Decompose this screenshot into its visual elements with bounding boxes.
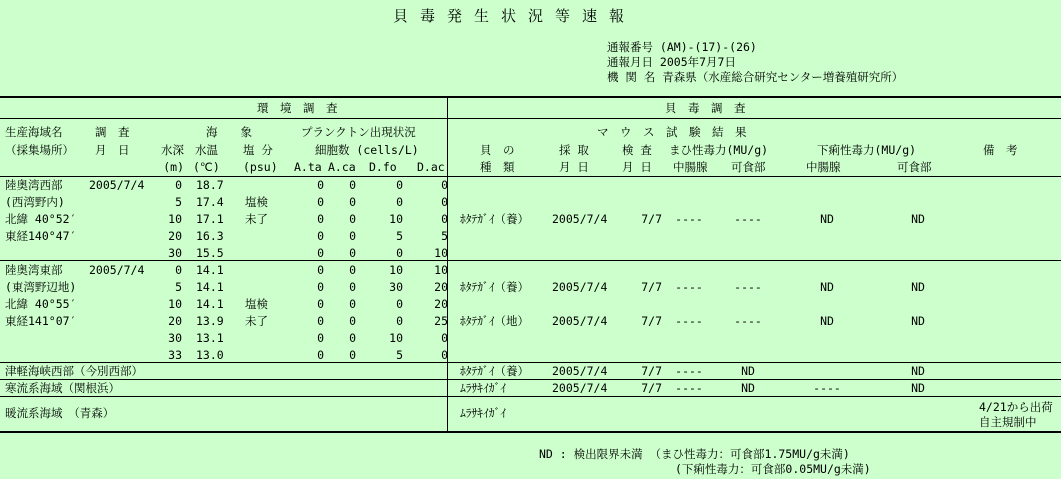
cell-depth: 10 (168, 212, 182, 226)
cell-dac: 5 (441, 229, 448, 243)
header-dsp-gut: 中腸腺 (806, 160, 841, 174)
cell-wt: 13.9 (196, 314, 224, 328)
cell-wt: 17.1 (196, 212, 224, 226)
cell-aca: 0 (349, 178, 356, 192)
header-dac: D.ac (417, 160, 445, 174)
cell-depth: 30 (168, 246, 182, 260)
cell-dfo: 5 (396, 229, 403, 243)
agency: 機 関 名 青森県（水産総合研究センター増養殖研究所） (607, 70, 904, 84)
header-depth-unit: (m) (163, 160, 184, 174)
cell-ata: 0 (317, 314, 324, 328)
cell-pg: ---- (675, 280, 703, 294)
cell-pe: ---- (734, 280, 762, 294)
cell-dfo: 5 (396, 348, 403, 362)
header-remarks: 備 考 (983, 143, 1018, 157)
cell-dfo: 10 (389, 263, 403, 277)
cell-sal: 塩検 (245, 297, 268, 311)
cell-aca: 0 (349, 331, 356, 345)
cell-de: ND (911, 212, 925, 226)
area-cold-current: 寒流系海域（関根浜） (5, 381, 120, 395)
cell-sal: 塩検 (245, 195, 268, 209)
header-ata: A.ta (294, 160, 322, 174)
cell-wt: 15.5 (196, 246, 224, 260)
header-date: 調 査 (95, 125, 130, 139)
cell-depth: 30 (168, 331, 182, 345)
cell-dfo: 10 (389, 212, 403, 226)
exam-date-tsugaru: 7/7 (641, 364, 662, 378)
cell-wt: 14.1 (196, 297, 224, 311)
note-line-1: ND : 検出限界未満 （まひ性毒力：可食部1.75MU/g未満) (539, 447, 850, 461)
cell-aca: 0 (349, 195, 356, 209)
cell-sal: 未了 (245, 314, 268, 328)
cell-edate: 7/7 (641, 280, 662, 294)
note-line-2: (下痢性毒力：可食部0.05MU/g未満) (675, 462, 871, 476)
header-area: 生産海域名 (5, 125, 63, 139)
cell-area: 北緯 40°52′ (5, 212, 77, 226)
cell-ata: 0 (317, 331, 324, 345)
cell-depth: 20 (168, 229, 182, 243)
shellfish-survey-header: 貝 毒 調 査 (665, 101, 746, 115)
cell-pe: ---- (734, 212, 762, 226)
header-mouse-test: マ ウ ス 試 験 結 果 (597, 125, 747, 139)
cell-wt: 13.1 (196, 331, 224, 345)
header-salinity: 塩 分 (243, 143, 273, 157)
cell-depth: 0 (175, 263, 182, 277)
env-survey-header: 環 境 調 査 (257, 101, 338, 115)
cell-date: 2005/7/4 (89, 178, 145, 192)
psp-gut-cold-current: ---- (675, 381, 703, 395)
report-date: 通報月日 2005年7月7日 (607, 55, 736, 69)
cell-aca: 0 (349, 263, 356, 277)
section-header-divider (0, 118, 1061, 119)
cell-wt: 14.1 (196, 280, 224, 294)
cell-depth: 33 (168, 348, 182, 362)
cell-dac: 10 (434, 263, 448, 277)
cell-aca: 0 (349, 314, 356, 328)
remark-line-1: 4/21から出荷 (979, 400, 1053, 414)
cell-dg: ND (820, 212, 834, 226)
cell-dac: 10 (434, 246, 448, 260)
cell-shell: ﾎﾀﾃｶﾞｲ（養） (460, 280, 529, 294)
dsp-edible-tsugaru: ND (911, 364, 925, 378)
cell-dac: 20 (434, 297, 448, 311)
cell-de: ND (911, 280, 925, 294)
cell-sal: 未了 (245, 212, 268, 226)
cell-aca: 0 (349, 297, 356, 311)
cell-edate: 7/7 (641, 314, 662, 328)
cell-aca: 0 (349, 212, 356, 226)
cell-dac: 0 (441, 348, 448, 362)
cell-aca: 0 (349, 246, 356, 260)
header-sample-sub: 月 日 (559, 160, 589, 174)
cell-depth: 0 (175, 178, 182, 192)
cell-sdate: 2005/7/4 (552, 212, 608, 226)
cell-area: 東経140°47′ (5, 229, 77, 243)
cell-sdate: 2005/7/4 (552, 280, 608, 294)
cell-ata: 0 (317, 229, 324, 243)
group-divider-warm (0, 396, 1061, 397)
cell-wt: 16.3 (196, 229, 224, 243)
cell-area: 東経141°07′ (5, 314, 77, 328)
cell-dfo: 0 (396, 178, 403, 192)
header-cells: 細胞数 (cells/L) (315, 143, 419, 157)
cell-depth: 10 (168, 297, 182, 311)
cell-dg: ND (820, 280, 834, 294)
cell-de: ND (911, 314, 925, 328)
header-water-temp: 水温 (195, 143, 218, 157)
cell-wt: 18.7 (196, 178, 224, 192)
cell-ata: 0 (317, 212, 324, 226)
cell-shell: ﾎﾀﾃｶﾞｲ（養） (460, 212, 529, 226)
page-title: 貝毒発生状況等速報 (393, 7, 637, 25)
cell-ata: 0 (317, 246, 324, 260)
sample-date-cold-current: 2005/7/4 (552, 381, 608, 395)
cell-dfo: 0 (396, 195, 403, 209)
table-top-border (0, 96, 1061, 98)
cell-dac: 0 (441, 331, 448, 345)
cell-area: 陸奥湾東部 (5, 263, 63, 277)
group-divider-tsugaru (0, 362, 1061, 363)
group-divider-cold (0, 379, 1061, 380)
cell-shell: ﾎﾀﾃｶﾞｲ（地） (460, 314, 529, 328)
header-depth: 水深 (161, 143, 184, 157)
cell-aca: 0 (349, 280, 356, 294)
psp-gut-tsugaru: ---- (675, 364, 703, 378)
cell-dfo: 0 (396, 297, 403, 311)
cell-area: 北緯 40°55′ (5, 297, 77, 311)
cell-dac: 20 (434, 280, 448, 294)
cell-aca: 0 (349, 229, 356, 243)
cell-dac: 0 (441, 212, 448, 226)
header-dsp-edible: 可食部 (897, 160, 932, 174)
header-sample: 採 取 (559, 143, 589, 157)
header-dsp: 下痢性毒力(MU/g) (817, 143, 917, 157)
cell-pg: ---- (675, 212, 703, 226)
cell-sdate: 2005/7/4 (552, 314, 608, 328)
cell-area: (東湾野辺地) (5, 280, 77, 294)
cell-dg: ND (820, 314, 834, 328)
header-aca: A.ca (328, 160, 356, 174)
report-number: 通報番号 (AM)-(17)-(26) (607, 40, 757, 54)
header-salinity-unit: (psu) (243, 160, 278, 174)
header-shell: 貝 の (480, 143, 515, 157)
group-divider-east (0, 260, 1061, 261)
header-date-sub: 月 日 (95, 143, 130, 157)
cell-dfo: 0 (396, 246, 403, 260)
dsp-gut-cold-current: ---- (813, 381, 841, 395)
cell-depth: 5 (175, 195, 182, 209)
header-dfo: D.fo (369, 160, 397, 174)
cell-dfo: 10 (389, 331, 403, 345)
cell-dac: 25 (434, 314, 448, 328)
cell-wt: 14.1 (196, 263, 224, 277)
header-psp-gut: 中腸腺 (673, 160, 708, 174)
cell-pg: ---- (675, 314, 703, 328)
header-psp: まひ性毒力(MU/g) (669, 143, 769, 157)
cell-ata: 0 (317, 178, 324, 192)
header-sea: 海 象 (206, 125, 252, 139)
table-bottom-border (0, 431, 1061, 433)
cell-dfo: 30 (389, 280, 403, 294)
header-exam: 検 査 (622, 143, 652, 157)
header-bottom-border (0, 176, 1061, 177)
sample-date-tsugaru: 2005/7/4 (552, 364, 608, 378)
cell-dac: 0 (441, 178, 448, 192)
cell-area: 陸奥湾西部 (5, 178, 63, 192)
header-plankton: プランクトン出現状況 (301, 125, 416, 139)
cell-ata: 0 (317, 195, 324, 209)
cell-aca: 0 (349, 348, 356, 362)
cell-depth: 5 (175, 280, 182, 294)
cell-dfo: 0 (396, 314, 403, 328)
cell-ata: 0 (317, 297, 324, 311)
header-shell-sub: 種 類 (480, 160, 515, 174)
shell-warm-current: ﾑﾗｻｷｲｶﾞｲ (460, 406, 506, 420)
cell-date: 2005/7/4 (89, 263, 145, 277)
psp-edible-cold-current: ND (741, 381, 755, 395)
cell-ata: 0 (317, 348, 324, 362)
cell-wt: 13.0 (196, 348, 224, 362)
remark-line-2: 自主規制中 (979, 415, 1037, 429)
cell-dac: 0 (441, 195, 448, 209)
cell-depth: 20 (168, 314, 182, 328)
psp-edible-tsugaru: ND (741, 364, 755, 378)
dsp-edible-cold-current: ND (911, 381, 925, 395)
exam-date-cold-current: 7/7 (641, 381, 662, 395)
cell-wt: 17.4 (196, 195, 224, 209)
header-area-sub: （採集場所） (5, 143, 74, 157)
cell-ata: 0 (317, 263, 324, 277)
cell-ata: 0 (317, 280, 324, 294)
cell-pe: ---- (734, 314, 762, 328)
shell-cold-current: ﾑﾗｻｷｲｶﾞｲ (460, 381, 506, 395)
header-exam-sub: 月 日 (622, 160, 652, 174)
area-warm-current: 暖流系海域 （青森） (5, 406, 115, 420)
area-tsugaru: 津軽海峡西部（今別西部） (5, 364, 143, 378)
shell-tsugaru: ﾎﾀﾃｶﾞｲ（養） (460, 364, 529, 378)
header-psp-edible: 可食部 (731, 160, 766, 174)
cell-edate: 7/7 (641, 212, 662, 226)
cell-area: (西湾野内) (5, 195, 65, 209)
header-water-temp-unit: (℃) (193, 160, 220, 174)
